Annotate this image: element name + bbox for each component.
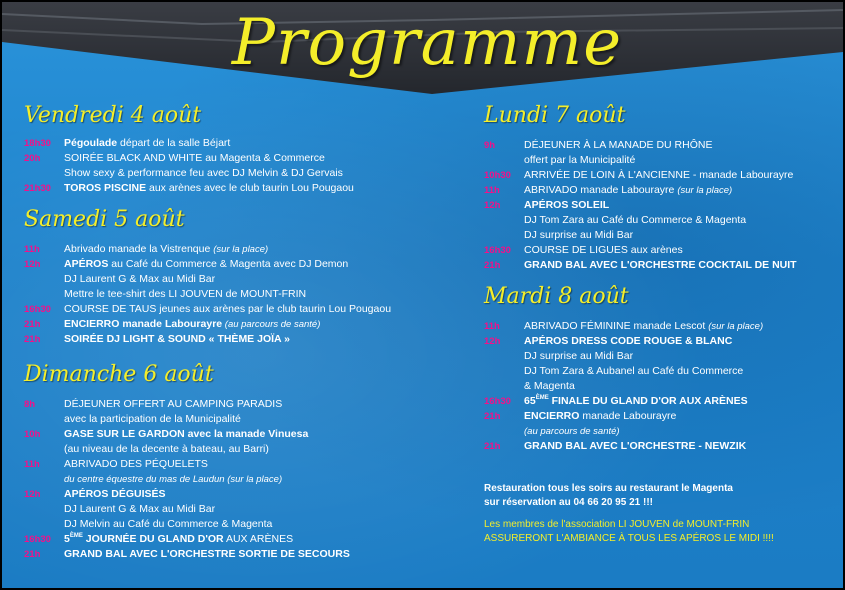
event-row (24, 242, 444, 257)
page-title: Programme (231, 6, 623, 80)
event-text: avec la participation de la Municipalité (64, 413, 241, 425)
event-row (484, 379, 840, 394)
event-description (524, 379, 575, 394)
day-events (484, 319, 840, 454)
event-text: DÉJEUNER À LA MANADE DU RHÔNE (524, 139, 713, 151)
event-description (524, 439, 746, 454)
event-description (524, 424, 620, 439)
event-row (484, 153, 840, 168)
event-description (524, 168, 793, 183)
event-time: 12h (24, 259, 41, 270)
event-description (524, 319, 763, 334)
event-description (524, 258, 797, 273)
event-row (484, 243, 840, 258)
event-text: SOIRÉE BLACK AND WHITE au Magenta & Commerce (64, 152, 325, 164)
association-note: Les membres de l'association LI JOUVEN de MOUNT-FRIN (484, 519, 750, 530)
day-events (24, 397, 444, 562)
event-text: GRAND BAL AVEC L'ORCHESTRE COCKTAIL DE NUIT (524, 259, 797, 271)
event-text: Show sexy & performance feu avec DJ Melvin & DJ Gervais (64, 167, 343, 179)
notes (484, 482, 840, 546)
event-row (24, 181, 444, 196)
event-text: APÉROS DÉGUISÉS (64, 488, 166, 500)
event-time: 20h (24, 153, 41, 164)
event-text: APÉROS DRESS CODE ROUGE & BLANC (524, 335, 733, 347)
event-text: aux arènes avec le club taurin Lou Pougaou (146, 182, 354, 194)
event-description (64, 287, 306, 302)
event-text: & Magenta (524, 380, 575, 392)
event-row (24, 302, 444, 317)
day-events (24, 242, 444, 347)
event-text: ENCIERRO manade Labourayre (64, 318, 223, 330)
event-description (524, 364, 743, 379)
event-text: DÉJEUNER OFFERT AU CAMPING PARADIS (64, 398, 283, 410)
event-text: COURSE DE TAUS jeunes aux arènes par le club taurin Lou Pougaou (64, 303, 392, 315)
event-description (524, 183, 732, 198)
event-description (524, 228, 633, 243)
event-text: (sur la place) (708, 321, 764, 332)
event-text: COURSE DE LIGUES aux arènes (524, 244, 683, 256)
event-row (24, 487, 444, 502)
event-time: 18h30 (24, 138, 51, 149)
event-row (24, 287, 444, 302)
event-text: APÉROS SOLEIL (524, 199, 610, 211)
event-time: 16h30 (484, 396, 511, 407)
right-column (484, 102, 840, 546)
event-description (64, 457, 208, 472)
day-heading: Vendredi 4 août (24, 103, 202, 128)
day-heading: Lundi 7 août (484, 103, 626, 128)
event-description (64, 517, 272, 532)
event-description (64, 332, 290, 347)
event-time: 11h (484, 321, 500, 332)
event-text: ÈME (535, 395, 549, 401)
event-description (64, 427, 308, 442)
event-description (64, 547, 350, 562)
event-time: 21h30 (24, 183, 51, 194)
event-description (64, 502, 215, 517)
event-text: (au niveau de la decente à bateau, au Barri) (64, 443, 269, 455)
event-description (524, 153, 635, 168)
event-row (24, 472, 444, 487)
event-description (64, 242, 268, 257)
event-description (524, 349, 633, 364)
event-row (24, 442, 444, 457)
event-text: ABRIVADO DES PÉQUELETS (64, 458, 208, 470)
event-row (24, 317, 444, 332)
event-time: 16h30 (24, 304, 51, 315)
event-row (484, 258, 840, 273)
event-row (24, 272, 444, 287)
event-text: GRAND BAL AVEC L'ORCHESTRE - NEWZIK (524, 440, 747, 452)
day-heading: Samedi 5 août (24, 207, 185, 232)
event-description (64, 317, 320, 332)
event-row (24, 412, 444, 427)
event-text: (sur la place) (677, 185, 733, 196)
event-row (484, 138, 840, 153)
event-text: Abrivado manade la Vistrenque (64, 243, 214, 255)
day-heading: Dimanche 6 août (24, 362, 214, 387)
association-note-2: ASSURERONT L'AMBIANCE À TOUS LES APÉROS LE MIDI !!!! (484, 533, 774, 544)
event-row (484, 394, 840, 409)
event-text: 5 (64, 533, 70, 545)
event-time: 11h (24, 459, 40, 470)
event-row (484, 213, 840, 228)
event-description (64, 532, 293, 547)
event-row (24, 166, 444, 181)
event-text: AUX ARÈNES (223, 533, 294, 545)
event-text: (au parcours de santé) (524, 426, 620, 437)
event-text: (au parcours de santé) (222, 319, 321, 330)
day-events (484, 138, 840, 273)
event-text: DJ Laurent G & Max au Midi Bar (64, 273, 216, 285)
event-time: 12h (484, 336, 501, 347)
event-text: offert par la Municipalité (524, 154, 636, 166)
event-time: 21h (24, 319, 41, 330)
event-row (484, 439, 840, 454)
restauration-phone: sur réservation au 04 66 20 95 21 !!! (484, 497, 653, 508)
event-row (24, 547, 444, 562)
event-row (24, 427, 444, 442)
event-row (484, 168, 840, 183)
event-time: 21h (484, 441, 501, 452)
event-text: DJ Tom Zara & Aubanel au Café du Commerce (524, 365, 744, 377)
event-description (524, 409, 676, 424)
event-text: SOIRÉE DJ LIGHT & SOUND « THÈME JOÏA » (64, 333, 290, 345)
restauration-note: Restauration tous les soirs au restaurant le Magenta (484, 483, 733, 494)
event-time: 12h (24, 489, 41, 500)
event-row (24, 397, 444, 412)
event-row (484, 364, 840, 379)
event-row (24, 502, 444, 517)
event-row (484, 228, 840, 243)
event-row (24, 332, 444, 347)
event-text: ARRIVÉE DE LOIN À L'ANCIENNE - manade Labourayre (524, 169, 794, 181)
event-text: au Café du Commerce & Magenta avec DJ Demon (108, 258, 349, 270)
event-row (484, 198, 840, 213)
day-events (24, 136, 444, 196)
event-description (64, 272, 215, 287)
event-description (64, 151, 325, 166)
event-description (524, 213, 746, 228)
event-text: APÉROS (64, 258, 109, 270)
event-row (484, 409, 840, 424)
event-time: 16h30 (24, 534, 51, 545)
event-row (24, 151, 444, 166)
event-text: (sur la place) (213, 244, 269, 255)
event-row (24, 532, 444, 547)
left-column (24, 102, 444, 562)
event-row (24, 457, 444, 472)
event-text: du centre équestre du mas de Laudun (sur la place) (64, 474, 283, 485)
event-row (24, 257, 444, 272)
event-text: ÈME (69, 533, 83, 539)
event-row (484, 183, 840, 198)
event-description (524, 334, 732, 349)
event-description (64, 412, 241, 427)
event-time: 21h (24, 549, 41, 560)
event-text: GRAND BAL AVEC L'ORCHESTRE SORTIE DE SECOURS (64, 548, 350, 560)
day-heading: Mardi 8 août (484, 284, 629, 309)
event-text: TOROS PISCINE (64, 182, 147, 194)
event-text: GASE SUR LE GARDON avec la manade Vinuesa (64, 428, 309, 440)
event-time: 9h (484, 140, 496, 151)
event-time: 10h30 (484, 170, 511, 181)
event-time: 11h (24, 244, 40, 255)
event-time: 11h (484, 185, 500, 196)
event-description (64, 442, 269, 457)
event-description (64, 257, 348, 272)
event-text: JOURNÉE DU GLAND D'OR (82, 533, 224, 545)
event-row (484, 334, 840, 349)
event-text: DJ Melvin au Café du Commerce & Magenta (64, 518, 273, 530)
event-description (64, 487, 166, 502)
event-text: ENCIERRO (524, 410, 580, 422)
event-text: 65 (524, 395, 536, 407)
event-text: DJ surprise au Midi Bar (524, 350, 634, 362)
event-text: FINALE DU GLAND D'OR AUX ARÈNES (548, 395, 748, 407)
event-row (484, 349, 840, 364)
event-text: Mettre le tee-shirt des LI JOUVEN de MOUNT-FRIN (64, 288, 307, 300)
event-description (64, 166, 343, 181)
event-row (24, 136, 444, 151)
event-text: ABRIVADO manade Labourayre (524, 184, 678, 196)
event-description (64, 472, 282, 487)
event-description (64, 397, 282, 412)
event-text: DJ Tom Zara au Café du Commerce & Magenta (524, 214, 747, 226)
event-text: manade Labourayre (579, 410, 677, 422)
event-row (484, 319, 840, 334)
event-description (64, 181, 354, 196)
event-time: 10h (24, 429, 41, 440)
event-time: 12h (484, 200, 501, 211)
event-row (24, 517, 444, 532)
event-description (524, 243, 683, 258)
event-description (524, 394, 748, 409)
event-description (64, 302, 391, 317)
event-time: 21h (24, 334, 41, 345)
event-description (524, 198, 609, 213)
event-row (484, 424, 840, 439)
event-time: 16h30 (484, 245, 511, 256)
event-text: DJ Laurent G & Max au Midi Bar (64, 503, 216, 515)
event-time: 8h (24, 399, 36, 410)
event-text: Pégoulade (64, 137, 118, 149)
event-time: 21h (484, 411, 501, 422)
event-text: départ de la salle Béjart (117, 137, 231, 149)
event-text: DJ surprise au Midi Bar (524, 229, 634, 241)
event-description (524, 138, 712, 153)
event-time: 21h (484, 260, 501, 271)
event-text: ABRIVADO FÉMININE manade Lescot (524, 320, 709, 332)
event-description (64, 136, 230, 151)
